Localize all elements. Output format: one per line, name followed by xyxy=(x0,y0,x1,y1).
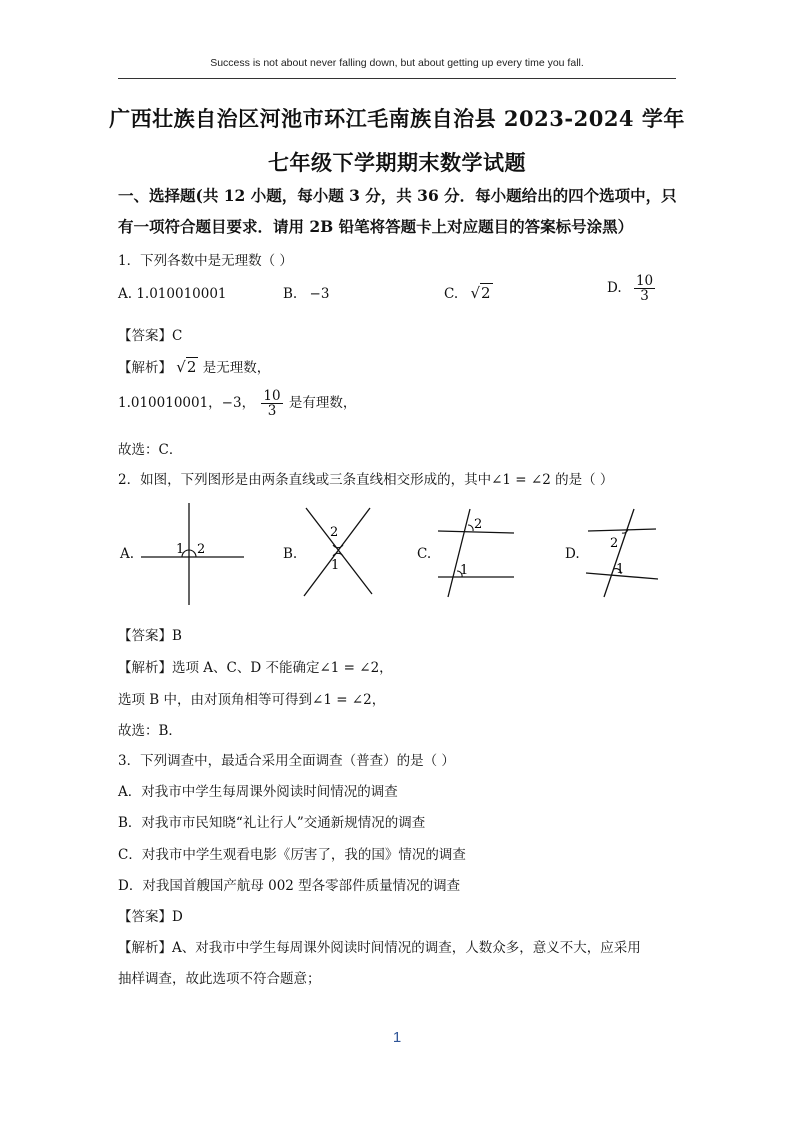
fraction-denominator: 3 xyxy=(267,403,277,420)
q1-option-c xyxy=(444,284,493,302)
q3-stem: 3．下列调查中，最适合采用全面调查（普查）的是（ ） xyxy=(118,753,455,769)
fraction-denominator: 3 xyxy=(640,288,649,305)
figure-b-line-2 xyxy=(304,508,370,596)
figure-d-intersecting-lines xyxy=(584,505,660,599)
q1-option-c-radicand: 2 xyxy=(481,284,491,302)
sqrt-symbol: √2 xyxy=(176,358,197,376)
q2-conclusion: 故选：B． xyxy=(118,723,182,739)
figure-b-angle1-label: 1 xyxy=(331,558,340,573)
q1-stem: 1．下列各数中是无理数（ ） xyxy=(118,253,293,269)
figure-c-angle2-arc xyxy=(468,525,473,531)
q1-analysis-fraction xyxy=(261,389,282,418)
figure-d-angle2-label: 2 xyxy=(610,536,619,551)
figure-c-transversal xyxy=(448,509,470,597)
figure-d-label: D. xyxy=(565,546,580,562)
figure-c-parallel-lines xyxy=(436,505,518,599)
header-motto: Success is not about never falling down, but about getting up every time you fall. xyxy=(210,57,584,69)
q1-option-d xyxy=(607,274,657,303)
q1-analysis-line2-tail: 是有理数， xyxy=(288,395,357,412)
figure-d-transversal xyxy=(604,509,634,597)
figure-b-crossing-lines xyxy=(300,504,380,598)
q3-option-d: D．对我国首艘国产航母 002 型各零部件质量情况的调查 xyxy=(118,878,461,894)
q1-analysis-radicand: 2 xyxy=(186,358,197,376)
figure-b-label: B. xyxy=(283,546,298,562)
sqrt-symbol: √2 xyxy=(470,284,491,302)
q1-analysis-line1 xyxy=(118,356,270,376)
q3-answer: 【答案】D xyxy=(118,909,183,925)
q1-option-a: A. 1.010010001 xyxy=(118,286,227,302)
q1-option-d-fraction xyxy=(634,274,655,303)
figure-c-angle2-label: 2 xyxy=(474,517,483,532)
q1-answer: 【答案】C xyxy=(118,328,183,344)
header-divider xyxy=(118,78,676,79)
q1-analysis-line1-tail: 是无理数， xyxy=(202,360,271,376)
fraction-numerator: 10 xyxy=(263,388,281,404)
q1-analysis-line2-head: 1.010010001，−3， xyxy=(118,395,256,412)
q1-option-b xyxy=(283,286,329,302)
figure-d-top-line xyxy=(588,529,656,531)
q2-stem: 2．如图，下列图形是由两条直线或三条直线相交形成的，其中∠1 = ∠2 的是（ ） xyxy=(118,472,614,488)
figure-a-angle1-label: 1 xyxy=(176,542,185,557)
q1-option-c-label: C. xyxy=(444,286,459,302)
q3-option-a: A．对我市中学生每周课外阅读时间情况的调查 xyxy=(118,784,398,800)
figure-a-angle2-label: 2 xyxy=(197,542,206,557)
q3-option-c: C．对我市中学生观看电影《厉害了，我的国》情况的调查 xyxy=(118,847,466,863)
q2-answer: 【答案】B xyxy=(118,628,182,644)
q2-analysis-line1: 【解析】选项 A、C、D 不能确定∠1 = ∠2， xyxy=(118,660,393,676)
analysis-label: 【解析】 xyxy=(118,360,172,376)
figure-a-perpendicular-lines xyxy=(138,497,248,607)
figure-b-angle2-label: 2 xyxy=(330,525,339,540)
figure-c-label: C. xyxy=(417,546,432,562)
q1-option-b-label: B. xyxy=(283,286,298,302)
section-heading-line2: 有一项符合题目要求．请用 2B 铅笔将答题卡上对应题目的答案标号涂黑） xyxy=(118,217,634,236)
q3-analysis-line1: 【解析】A、对我市中学生每周课外阅读时间情况的调查，人数众多，意义不大，应采用 xyxy=(118,940,641,956)
figure-a-label: A. xyxy=(120,546,135,562)
section-heading-line1: 一、选择题(共 12 小题，每小题 3 分，共 36 分．每小题给出的四个选项中，只 xyxy=(118,186,677,205)
document-title-line2: 七年级下学期期末数学试题 xyxy=(268,150,526,175)
figure-d-angle1-label: 1 xyxy=(616,562,625,577)
q1-conclusion: 故选：C． xyxy=(118,442,183,458)
q2-analysis-line2: 选项 B 中，由对顶角相等可得到∠1 = ∠2， xyxy=(118,692,386,708)
figure-c-angle1-label: 1 xyxy=(460,563,469,578)
q1-analysis-line2 xyxy=(118,389,356,418)
page-number: 1 xyxy=(392,1029,402,1046)
document-title-line1: 广西壮族自治区河池市环江毛南族自治县 2023-2024 学年 xyxy=(109,106,685,131)
q1-option-b-value: −3 xyxy=(309,286,330,302)
fraction-numerator: 10 xyxy=(635,273,654,289)
q1-option-d-label: D. xyxy=(607,280,622,297)
q3-option-b: B．对我市市民知晓“礼让行人”交通新规情况的调查 xyxy=(118,815,426,831)
q3-analysis-line2: 抽样调查，故此选项不符合题意； xyxy=(118,971,321,987)
